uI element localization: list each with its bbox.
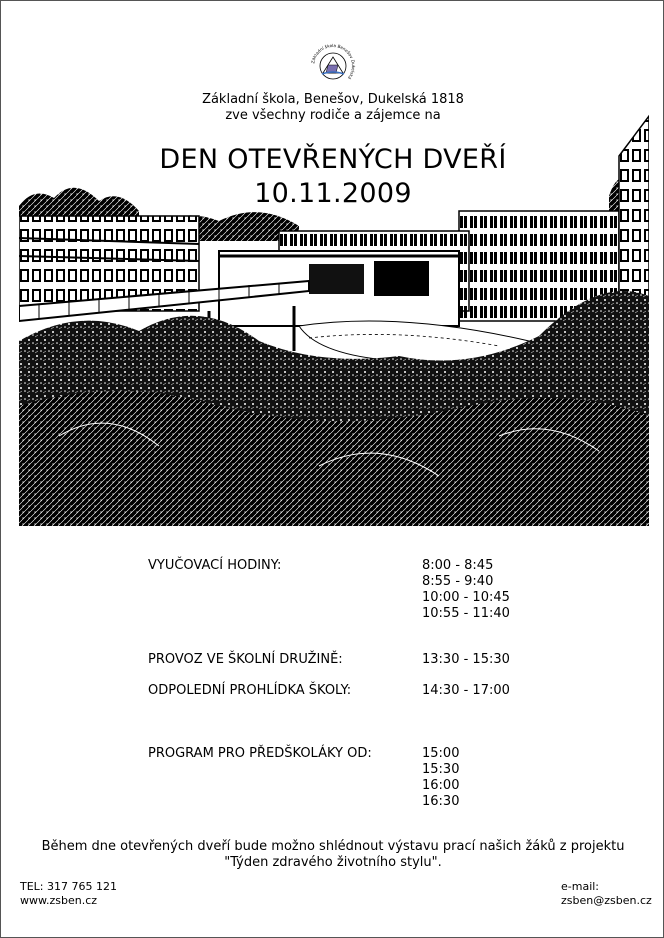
schedule-times-lessons	[422, 558, 510, 622]
school-building-photo	[19, 106, 649, 526]
logo-ring-text: Základní škola Benešov Dukelská	[310, 42, 357, 81]
schedule-time: 8:55 - 9:40	[422, 574, 494, 589]
schedule-times-preschool	[422, 746, 459, 810]
event-date: 10.11.2009	[254, 178, 412, 209]
schedule-times-afterschool	[422, 652, 510, 668]
schedule-time: 16:00	[422, 778, 460, 793]
contact-website[interactable]: www.zsben.cz	[20, 894, 98, 907]
schedule-time: 13:30 - 15:30	[422, 652, 510, 667]
schedule-time: 14:30 - 17:00	[422, 683, 510, 698]
footer-note-line-2: "Týden zdravého životního stylu".	[224, 855, 442, 870]
contact-email[interactable]: zsben@zsben.cz	[561, 894, 652, 907]
intro-line-2: zve všechny rodiče a zájemce na	[225, 108, 441, 123]
schedule-label-tour: ODPOLEDNÍ PROHLÍDKA ŠKOLY:	[148, 683, 352, 698]
schedule-time: 10:00 - 10:45	[422, 590, 510, 605]
schedule-time: 16:30	[422, 794, 460, 809]
schedule-time: 15:30	[422, 762, 460, 777]
schedule-time: 10:55 - 11:40	[422, 606, 510, 621]
intro-line-1: Základní škola, Benešov, Dukelská 1818	[202, 92, 464, 107]
contact-email-label: e-mail:	[561, 880, 600, 893]
schedule-time: 15:00	[422, 746, 460, 761]
schedule-label-lessons: VYUČOVACÍ HODINY:	[148, 558, 282, 573]
schedule-label-afterschool: PROVOZ VE ŠKOLNÍ DRUŽINĚ:	[148, 652, 343, 667]
schedule-times-tour	[422, 683, 510, 699]
footer-note-line-1: Během dne otevřených dveří bude možno shlédnout výstavu prací našich žáků z projektu	[41, 839, 625, 854]
event-title: DEN OTEVŘENÝCH DVEŘÍ	[159, 144, 507, 175]
school-logo	[308, 41, 358, 91]
schedule-time: 8:00 - 8:45	[422, 558, 494, 573]
schedule-label-preschool: PROGRAM PRO PŘEDŠKOLÁKY OD:	[148, 746, 372, 761]
contact-phone: TEL: 317 765 121	[20, 880, 117, 893]
